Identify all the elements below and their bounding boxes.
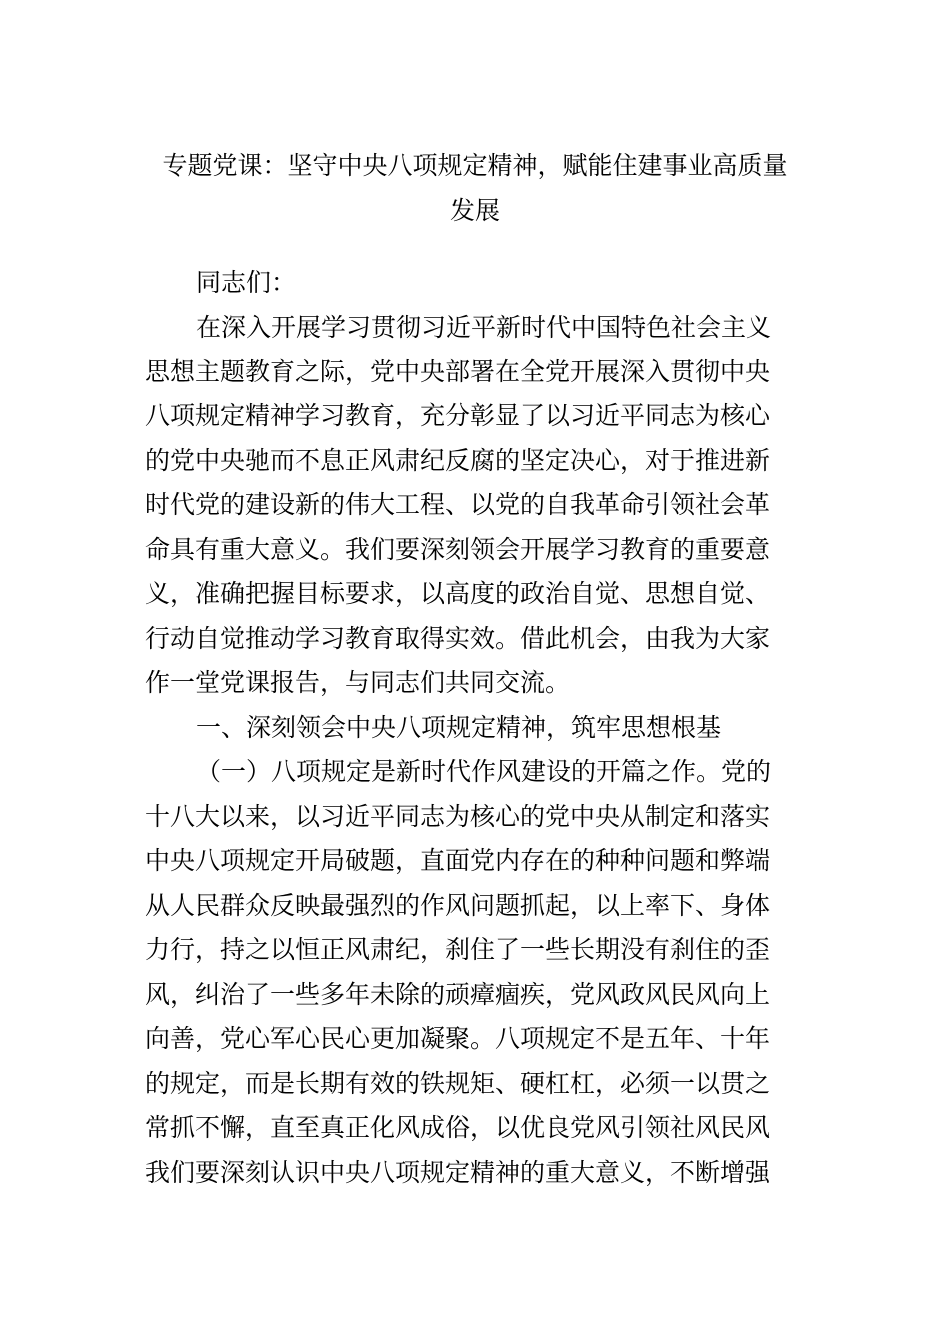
subsection-line: （一）八项规定是新时代作风建设的开篇之作。党的	[196, 757, 772, 786]
body-line: 从人民群众反映最强烈的作风问题抓起，以上率下、身体	[145, 891, 771, 920]
body-line: 思想主题教育之际，党中央部署在全党开展深入贯彻中央	[145, 357, 771, 386]
body-line: 的党中央驰而不息正风肃纪反腐的坚定决心，对于推进新	[145, 446, 771, 475]
body-line: 风，纠治了一些多年未除的顽瘴痼疾，党风政风民风向上	[145, 980, 771, 1009]
body-line: 义，准确把握目标要求，以高度的政治自觉、思想自觉、	[145, 579, 771, 608]
body-line: 常抓不懈，直至真正化风成俗，以优良党风引领社风民风	[145, 1113, 771, 1142]
body-line: 的规定，而是长期有效的铁规矩、硬杠杠，必须一以贯之	[145, 1069, 771, 1098]
body-line: 作一堂党课报告，与同志们共同交流。	[145, 668, 571, 697]
body-line: 向善，党心军心民心更加凝聚。八项规定不是五年、十年	[145, 1024, 771, 1053]
document-title-line-1: 专题党课：坚守中央八项规定精神，赋能住建事业高质量	[162, 151, 788, 180]
section-heading: 一、深刻领会中央八项规定精神，筑牢思想根基	[196, 713, 722, 742]
body-line: 命具有重大意义。我们要深刻领会开展学习教育的重要意	[145, 535, 771, 564]
body-line: 八项规定精神学习教育，充分彰显了以习近平同志为核心	[145, 401, 771, 430]
body-line: 我们要深刻认识中央八项规定精神的重大意义，不断增强	[145, 1158, 771, 1187]
body-line: 在深入开展学习贯彻习近平新时代中国特色社会主义	[196, 313, 772, 342]
body-line: 力行，持之以恒正风肃纪，刹住了一些长期没有刹住的歪	[145, 935, 771, 964]
document-title-line-2: 发展	[449, 196, 500, 225]
salutation: 同志们：	[196, 268, 297, 297]
body-line: 十八大以来，以习近平同志为核心的党中央从制定和落实	[145, 802, 771, 831]
body-line: 行动自觉推动学习教育取得实效。借此机会，由我为大家	[145, 624, 771, 653]
body-line: 中央八项规定开局破题，直面党内存在的种种问题和弊端	[145, 846, 771, 875]
body-line: 时代党的建设新的伟大工程、以党的自我革命引领社会革	[145, 490, 771, 519]
